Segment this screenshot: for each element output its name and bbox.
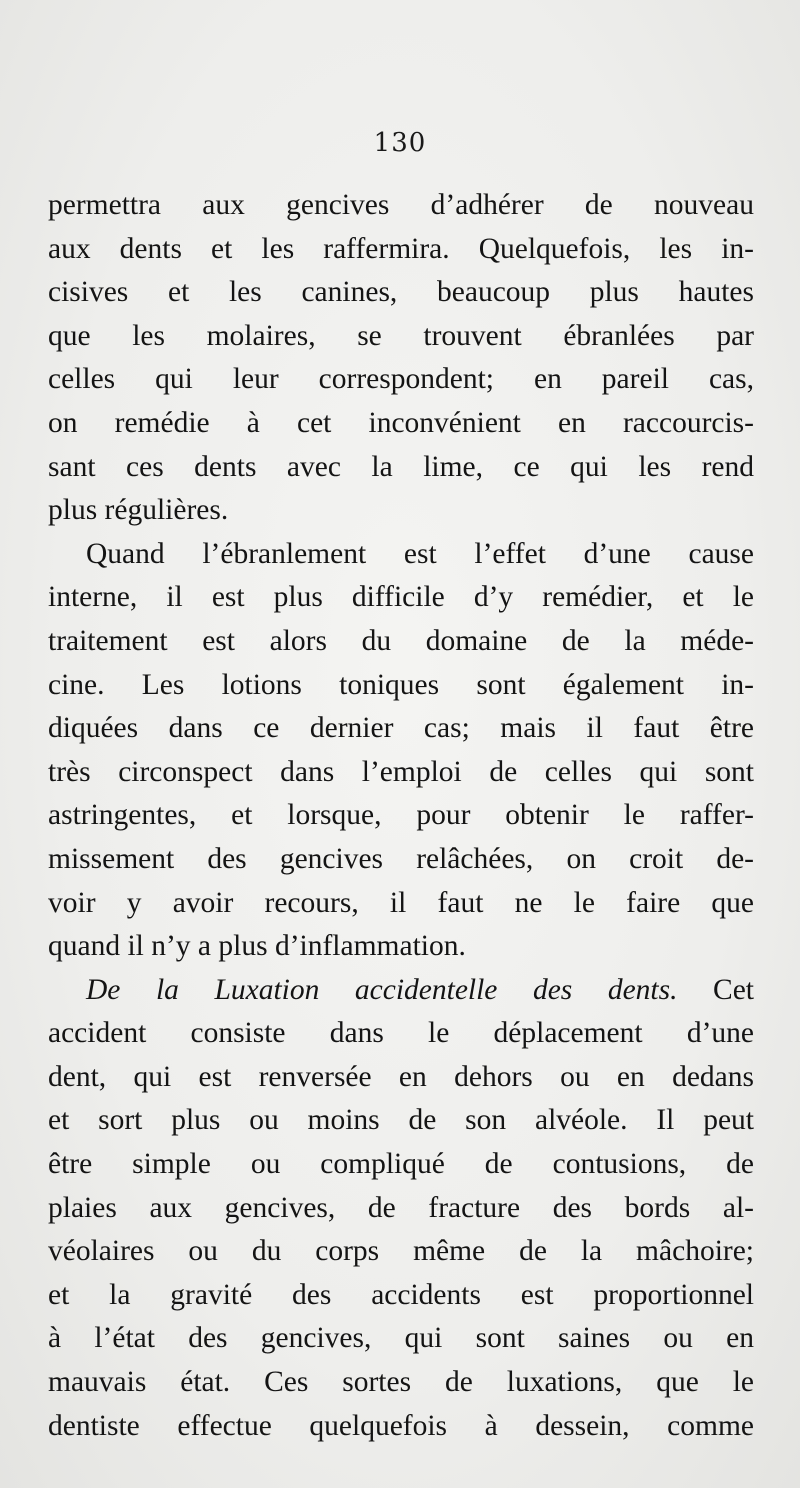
section-heading: De la Luxation accidentelle des dents. (86, 973, 678, 1006)
text-line: accident consiste dans le déplacement d’une (48, 1017, 754, 1050)
text-line: missement des gencives relâchées, on croit de- (48, 842, 754, 875)
text-line: être simple ou compliqué de contusions, de (48, 1148, 754, 1181)
text-line: plus régulières. (48, 494, 229, 527)
text-line-rest: Cet (677, 973, 754, 1006)
text-line: diquées dans ce dernier cas; mais il faut être (48, 712, 754, 745)
text-line: celles qui leur correspondent; en pareil cas, (48, 363, 754, 396)
text-line: à l’état des gencives, qui sont saines ou en (48, 1322, 754, 1355)
text-line: très circonspect dans l’emploi de celles qui sont (48, 755, 754, 788)
text-line: aux dents et les raffermira. Quelquefois, les in- (48, 232, 754, 265)
text-line: voir y avoir recours, il faut ne le faire que (48, 886, 754, 919)
text-line: sant ces dents avec la lime, ce qui les rend (48, 450, 754, 483)
text-line: dent, qui est renversée en dehors ou en dedans (48, 1060, 754, 1093)
text-line: astringentes, et lorsque, pour obtenir le raffer- (48, 799, 754, 832)
text-line (48, 969, 754, 1013)
text-line: et la gravité des accidents est proportionnel (48, 1278, 754, 1311)
text-line: interne, il est plus difficile d’y remédier, et le (48, 581, 754, 614)
page-number: 130 (373, 128, 427, 158)
text-line: cisives et les canines, beaucoup plus hautes (48, 276, 754, 309)
text-line: traitement est alors du domaine de la méde- (48, 624, 754, 657)
text-line: cine. Les lotions toniques sont également in- (48, 668, 754, 701)
text-line: dentiste effectue quelquefois à dessein, comme (48, 1409, 754, 1442)
text-line: on remédie à cet inconvénient en raccourcis- (48, 406, 754, 439)
text-line: Quand l’ébranlement est l’effet d’une cause (86, 537, 754, 570)
text-line: et sort plus ou moins de son alvéole. Il peut (48, 1104, 754, 1137)
text-line: permettra aux gencives d’adhérer de nouveau (48, 189, 754, 221)
text-line: véolaires ou du corps même de la mâchoire; (48, 1235, 754, 1268)
text-line: quand il n’y a plus d’inflammation. (48, 930, 466, 963)
body-text (48, 184, 754, 1448)
text-line: que les molaires, se trouvent ébranlées par (48, 319, 754, 352)
text-line: mauvais état. Ces sortes de luxations, que le (48, 1366, 754, 1399)
text-line: plaies aux gencives, de fracture des bords al- (48, 1191, 754, 1224)
